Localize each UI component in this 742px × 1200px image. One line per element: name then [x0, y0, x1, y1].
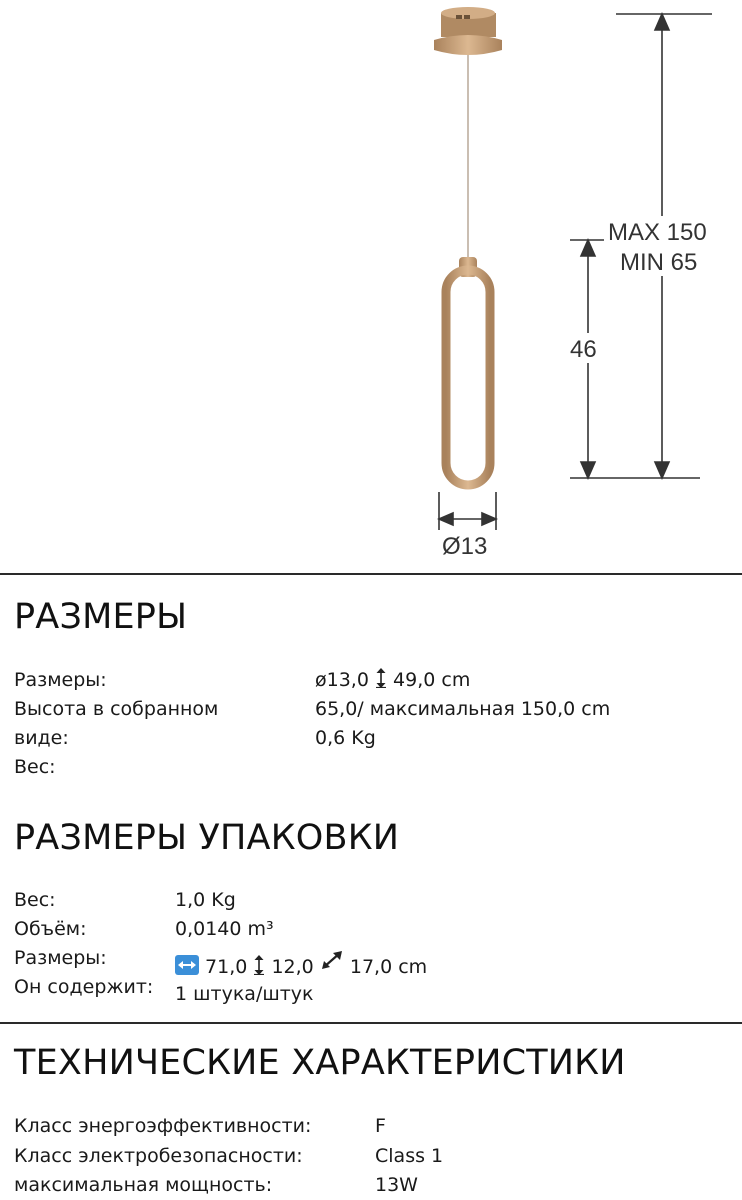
diameter-dimension-line: [439, 492, 496, 530]
section-divider: [0, 573, 742, 575]
vertical-arrows-icon: [253, 955, 265, 975]
ring-lamp-body: [446, 270, 490, 485]
min-height-label: MIN 65: [620, 249, 698, 276]
horizontal-arrows-icon: [175, 955, 199, 975]
diagonal-arrows-icon: [320, 949, 344, 971]
max-height-label: MAX 150: [608, 219, 707, 246]
ceiling-canopy: [434, 7, 502, 55]
vertical-arrows-icon: [375, 668, 387, 688]
package-depth: 17,0 cm: [349, 956, 428, 978]
size-height: 49,0 cm: [393, 669, 471, 691]
product-dimension-drawing: [0, 0, 742, 575]
dimensions-value-weight: 0,6 Kg: [315, 727, 376, 749]
dimensions-value-assembled: 65,0/ максимальная 150,0 cm: [315, 698, 611, 720]
dimensions-section-title: РАЗМЕРЫ: [14, 597, 188, 637]
packaging-section-title: РАЗМЕРЫ УПАКОВКИ: [14, 818, 400, 858]
lamp-height-label: 46: [570, 336, 597, 363]
package-width: 71,0: [205, 956, 248, 978]
package-height: 12,0: [271, 956, 314, 978]
size-diameter: ø13,0: [315, 669, 369, 691]
section-divider: [0, 1022, 742, 1024]
technical-section-title: ТЕХНИЧЕСКИЕ ХАРАКТЕРИСТИКИ: [14, 1043, 626, 1083]
diameter-label: Ø13: [442, 533, 488, 560]
dimensions-value-size: [315, 666, 470, 695]
